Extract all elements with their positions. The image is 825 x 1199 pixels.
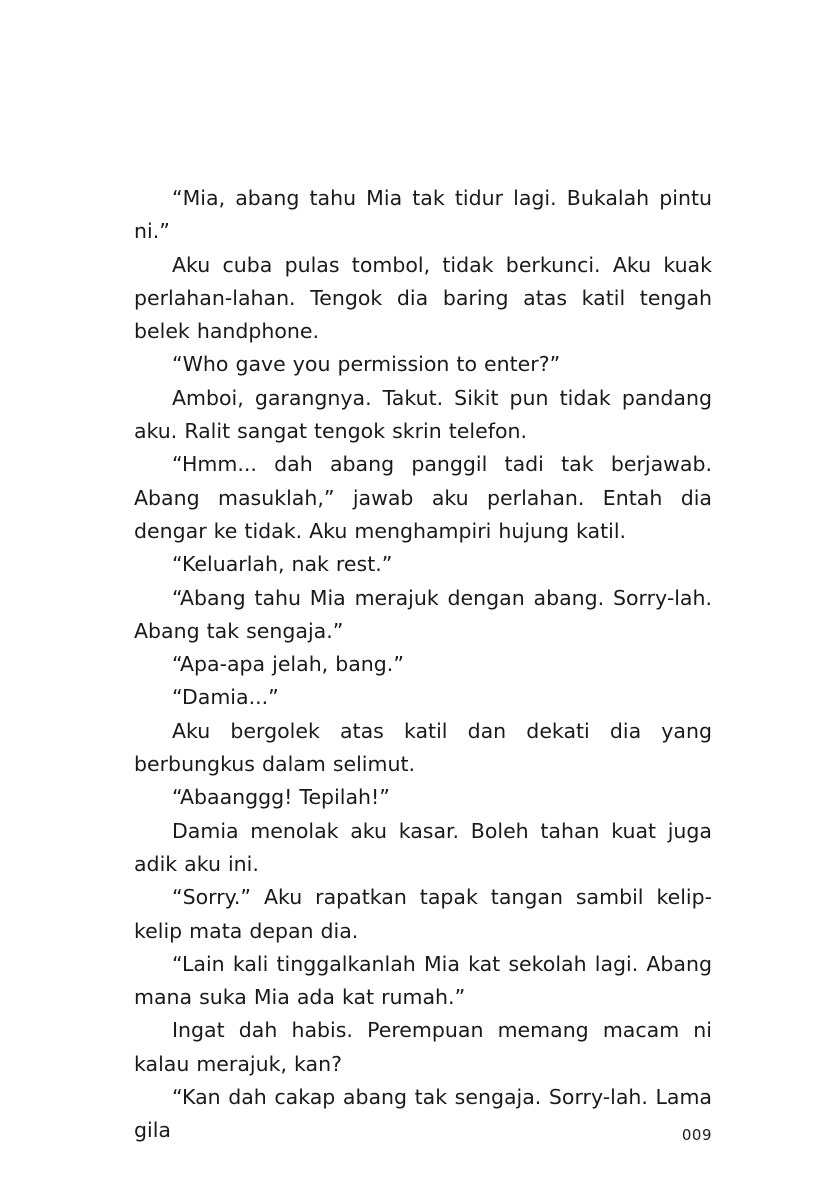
paragraph: “Who gave you permission to enter?”	[172, 352, 561, 377]
paragraph: “Kan dah cakap abang tak sengaja. Sorry-lah. Lama gila	[134, 1085, 712, 1143]
paragraph: “Lain kali tinggalkanlah Mia kat sekolah lagi. Abang mana suka Mia ada kat rumah.”	[134, 951, 712, 1010]
body-text	[134, 182, 712, 1148]
paragraph: “Hmm... dah abang panggil tadi tak berjawab. Abang masuklah,” jawab aku perlahan. Entah dia dengar ke tidak. Aku menghampiri hujung katil.	[134, 452, 712, 543]
paragraph: Aku bergolek atas katil dan dekati dia yang berbungkus dalam selimut.	[134, 718, 712, 777]
paragraph: Damia menolak aku kasar. Boleh tahan kuat juga adik aku ini.	[134, 818, 712, 876]
paragraph: Ingat dah habis. Perempuan memang macam ni kalau merajuk, kan?	[134, 1018, 712, 1076]
paragraph: “Damia...”	[172, 685, 279, 710]
paragraph: Amboi, garangnya. Takut. Sikit pun tidak pandang aku. Ralit sangat tengok skrin telefon.	[134, 385, 712, 444]
paragraph: “Keluarlah, nak rest.”	[172, 552, 393, 577]
paragraph: Aku cuba pulas tombol, tidak berkunci. Aku kuak perlahan-lahan. Tengok dia baring atas katil tengah belek handphone.	[134, 252, 712, 344]
paragraph: “Apa-apa jelah, bang.”	[172, 652, 404, 677]
paragraph: “Abang tahu Mia merajuk dengan abang. Sorry-lah. Abang tak sengaja.”	[134, 585, 712, 643]
paragraph: “Mia, abang tahu Mia tak tidur lagi. Bukalah pintu ni.”	[134, 186, 712, 244]
paragraph: “Sorry.” Aku rapatkan tapak tangan sambil kelip-kelip mata depan dia.	[134, 885, 712, 943]
paragraph: “Abaanggg! Tepilah!”	[172, 785, 390, 810]
page-number: 009	[681, 1126, 712, 1144]
